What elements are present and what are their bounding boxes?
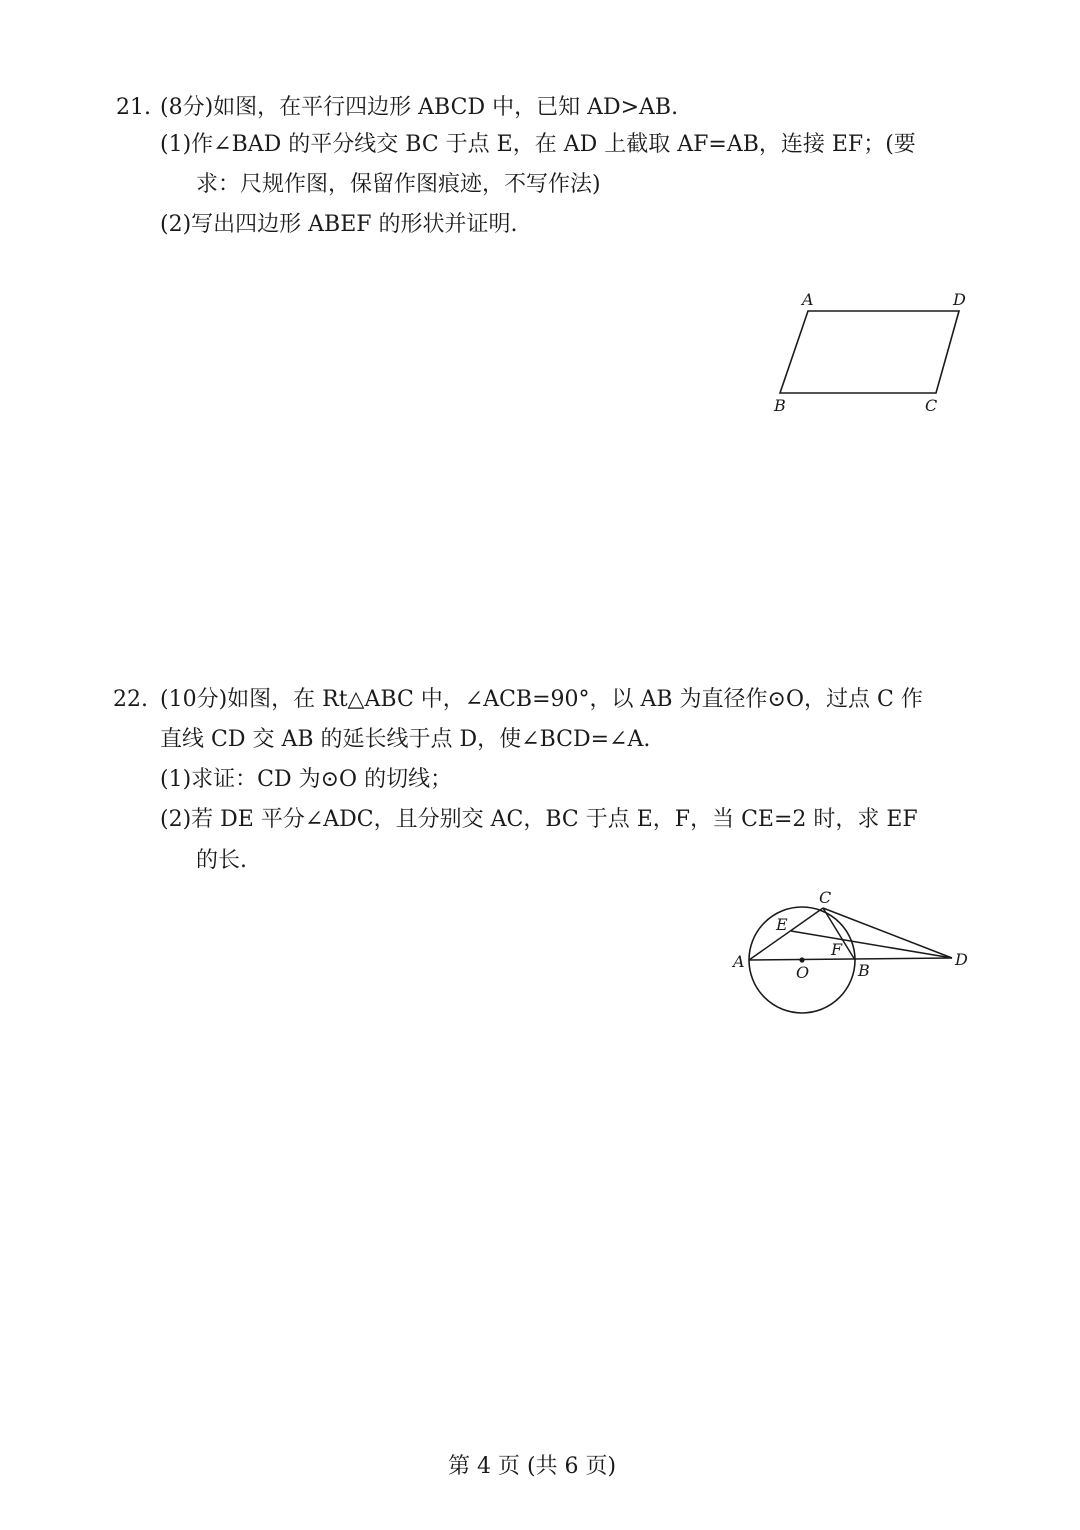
segment-ad	[749, 958, 952, 960]
q22-part2: (2)若 DE 平分∠ADC，且分别交 AC，BC 于点 E，F，当 CE=2 时，求 EF	[160, 807, 918, 832]
q21-part1: (1)作∠BAD 的平分线交 BC 于点 E，在 AD 上截取 AF=AB，连接 EF；(要	[160, 132, 916, 157]
q21-part2: (2)写出四边形 ABEF 的形状并证明.	[160, 212, 518, 237]
page-footer: 第 4 页 (共 6 页)	[448, 1454, 617, 1479]
label-c: C	[819, 888, 832, 907]
segment-ed	[791, 931, 952, 958]
parallelogram-abcd	[780, 311, 959, 393]
q21-stem: (8分)如图，在平行四边形 ABCD 中，已知 AD>AB.	[160, 95, 679, 120]
label-e: E	[776, 915, 788, 934]
label-c: C	[925, 396, 938, 415]
label-d: D	[955, 950, 968, 969]
q22-number: 22.	[113, 687, 148, 712]
label-a: A	[733, 952, 745, 971]
label-d: D	[953, 290, 966, 309]
label-b: B	[774, 396, 786, 415]
segment-cd	[823, 908, 952, 958]
label-o: O	[796, 963, 810, 982]
label-b: B	[858, 961, 870, 980]
q22-stem-cont: 直线 CD 交 AB 的延长线于点 D，使∠BCD=∠A.	[160, 727, 651, 752]
q22-part1: (1)求证：CD 为⊙O 的切线；	[160, 767, 453, 792]
q21-number: 21.	[116, 95, 151, 120]
label-f: F	[831, 940, 843, 959]
center-point-o	[799, 957, 804, 962]
label-a: A	[802, 290, 814, 309]
q22-circle-figure	[720, 885, 980, 1025]
q21-part1-cont: 求：尺规作图，保留作图痕迹，不写作法)	[196, 172, 601, 197]
q21-parallelogram-figure	[760, 285, 990, 420]
q22-stem: (10分)如图，在 Rt△ABC 中，∠ACB=90°，以 AB 为直径作⊙O，过点 C 作	[160, 687, 923, 712]
q22-part2-cont: 的长.	[196, 848, 247, 873]
